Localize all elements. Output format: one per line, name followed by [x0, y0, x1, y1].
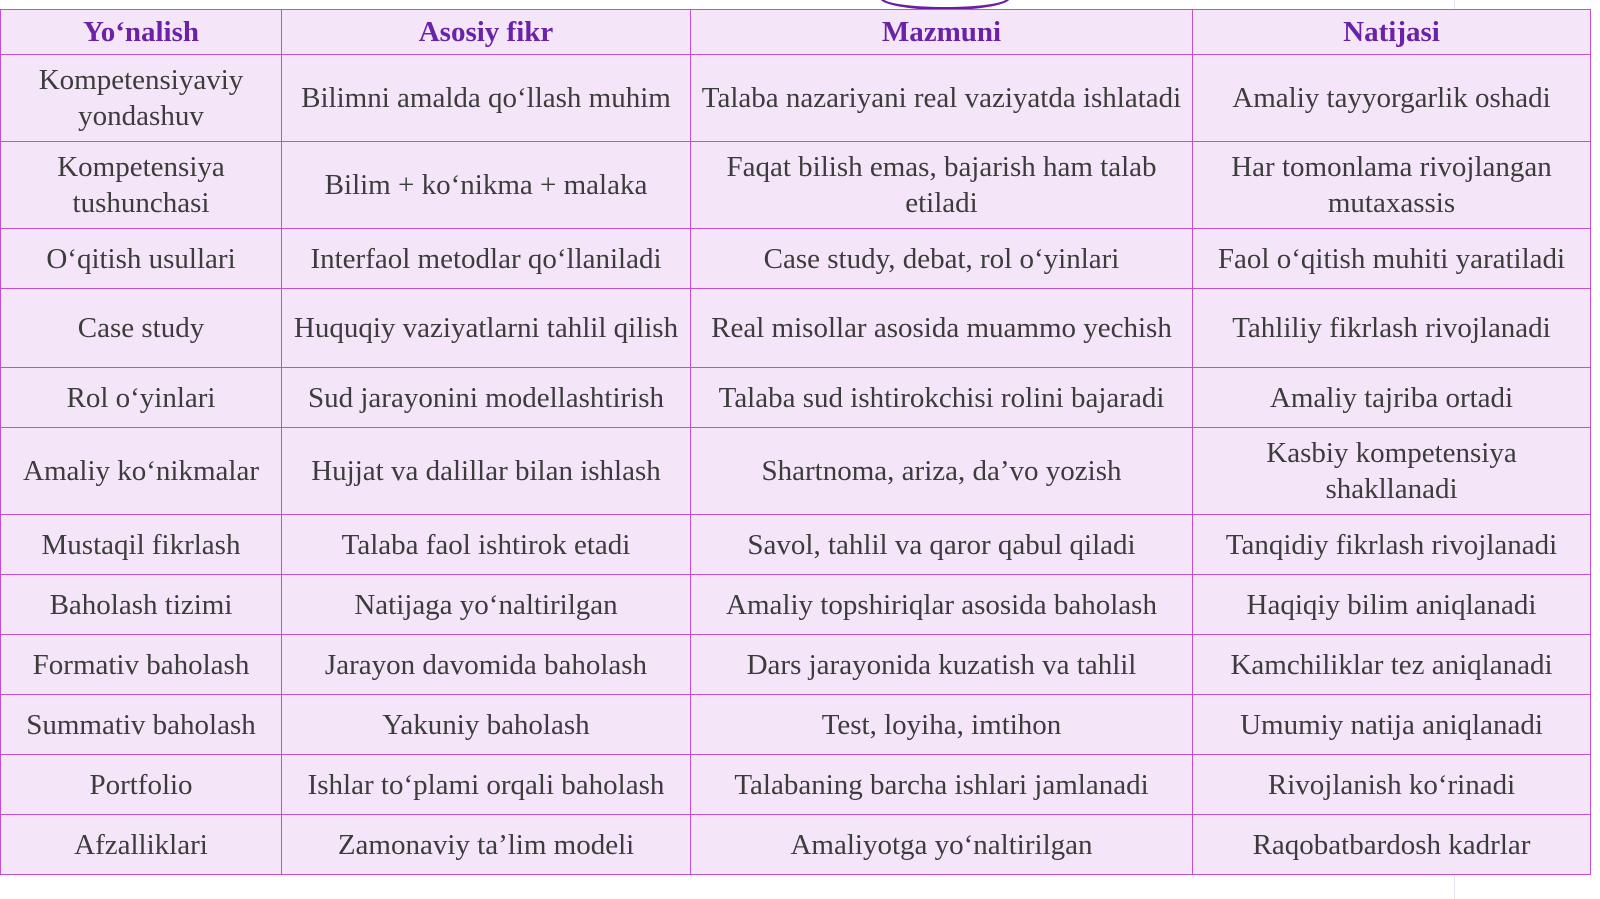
table-row [1, 368, 1591, 428]
table-cell: Formativ baholash [1, 635, 282, 695]
table-cell: Zamonaviy ta’lim modeli [282, 815, 691, 875]
table-cell: Natijaga yo‘naltirilgan [282, 575, 691, 635]
table-cell: O‘qitish usullari [1, 229, 282, 289]
table-cell: Kompetensiya tushunchasi [1, 142, 282, 229]
table-cell: Sud jarayonini modellashtirish [282, 368, 691, 428]
table-row [1, 695, 1591, 755]
table-cell: Talabaning barcha ishlari jamlanadi [691, 755, 1193, 815]
table-cell: Dars jarayonida kuzatish va tahlil [691, 635, 1193, 695]
table-row [1, 428, 1591, 515]
table-cell: Talaba nazariyani real vaziyatda ishlatadi [691, 55, 1193, 142]
table-cell: Savol, tahlil va qaror qabul qiladi [691, 515, 1193, 575]
table-cell: Amaliy tayyorgarlik oshadi [1193, 55, 1591, 142]
table-cell: Kasbiy kompetensiya shakllanadi [1193, 428, 1591, 515]
table-cell: Talaba faol ishtirok etadi [282, 515, 691, 575]
table-cell: Amaliyotga yo‘naltirilgan [691, 815, 1193, 875]
table-row [1, 815, 1591, 875]
table-cell: Baholash tizimi [1, 575, 282, 635]
table-cell: Tahliliy fikrlash rivojlanadi [1193, 289, 1591, 368]
table-cell: Kompetensiyaviy yondashuv [1, 55, 282, 142]
table-cell: Amaliy topshiriqlar asosida baholash [691, 575, 1193, 635]
table-cell: Ishlar to‘plami orqali baholash [282, 755, 691, 815]
table-cell: Yakuniy baholash [282, 695, 691, 755]
table-cell: Jarayon davomida baholash [282, 635, 691, 695]
table-cell: Faqat bilish emas, bajarish ham talab etiladi [691, 142, 1193, 229]
table-row [1, 515, 1591, 575]
table-cell: Rol o‘yinlari [1, 368, 282, 428]
table-row [1, 575, 1591, 635]
table-cell: Shartnoma, ariza, da’vo yozish [691, 428, 1193, 515]
table-cell: Amaliy ko‘nikmalar [1, 428, 282, 515]
table-row [1, 55, 1591, 142]
table-cell: Summativ baholash [1, 695, 282, 755]
table-cell: Afzalliklari [1, 815, 282, 875]
table-cell: Talaba sud ishtirokchisi rolini bajaradi [691, 368, 1193, 428]
table-row [1, 289, 1591, 368]
table-cell: Test, loyiha, imtihon [691, 695, 1193, 755]
table-header-row [1, 10, 1591, 55]
table-row [1, 229, 1591, 289]
table-cell: Haqiqiy bilim aniqlanadi [1193, 575, 1591, 635]
table-cell: Huquqiy vaziyatlarni tahlil qilish [282, 289, 691, 368]
table-cell: Real misollar asosida muammo yechish [691, 289, 1193, 368]
table-row [1, 635, 1591, 695]
table-row [1, 755, 1591, 815]
table-row [1, 142, 1591, 229]
table-cell: Har tomonlama rivojlangan mutaxassis [1193, 142, 1591, 229]
table-cell: Interfaol metodlar qo‘llaniladi [282, 229, 691, 289]
table-cell: Tanqidiy fikrlash rivojlanadi [1193, 515, 1591, 575]
header-direction: Yo‘nalish [1, 10, 282, 55]
table-cell: Umumiy natija aniqlanadi [1193, 695, 1591, 755]
header-result: Natijasi [1193, 10, 1591, 55]
header-main-idea: Asosiy fikr [282, 10, 691, 55]
table-cell: Rivojlanish ko‘rinadi [1193, 755, 1591, 815]
table-cell: Raqobatbardosh kadrlar [1193, 815, 1591, 875]
table-cell: Hujjat va dalillar bilan ishlash [282, 428, 691, 515]
comparison-table [0, 9, 1591, 875]
table-cell: Case study, debat, rol o‘yinlari [691, 229, 1193, 289]
table-cell: Kamchiliklar tez aniqlanadi [1193, 635, 1591, 695]
table-cell: Bilim + ko‘nikma + malaka [282, 142, 691, 229]
table-cell: Case study [1, 289, 282, 368]
table-cell: Faol o‘qitish muhiti yaratiladi [1193, 229, 1591, 289]
table-cell: Bilimni amalda qo‘llash muhim [282, 55, 691, 142]
table-cell: Mustaqil fikrlash [1, 515, 282, 575]
header-content: Mazmuni [691, 10, 1193, 55]
table-cell: Amaliy tajriba ortadi [1193, 368, 1591, 428]
table-cell: Portfolio [1, 755, 282, 815]
